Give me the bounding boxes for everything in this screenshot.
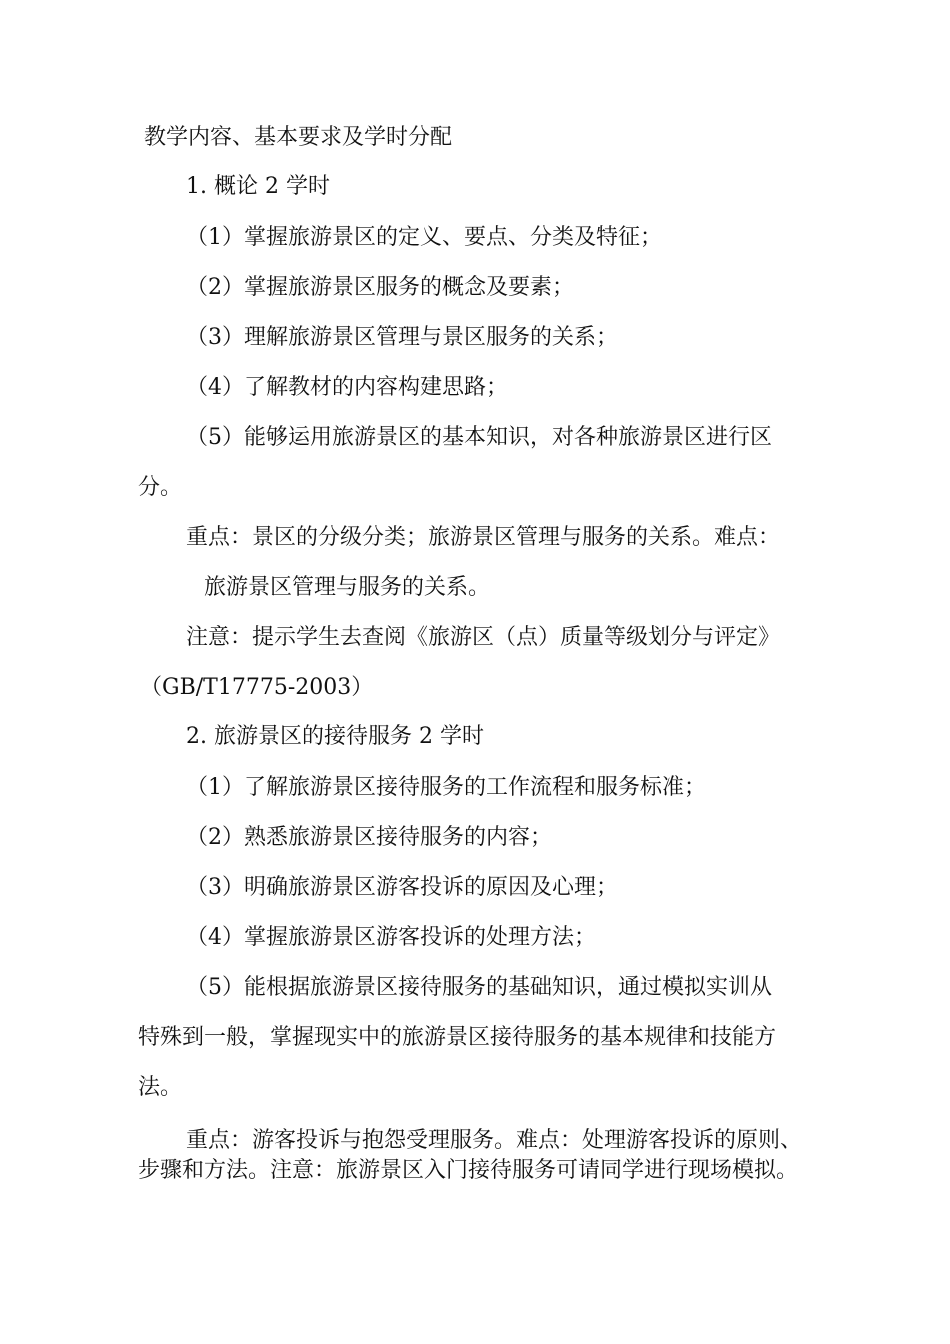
section-2-item-1: （1）了解旅游景区接待服务的工作流程和服务标准； [186,775,706,800]
section-2-item-3: （3）明确旅游景区游客投诉的原因及心理； [186,875,618,900]
section-1-note-standard: （GB/T17775-2003） [140,675,374,700]
section-2-note: 步骤和方法。注意：旅游景区入门接待服务可请同学进行现场模拟。 [138,1158,799,1183]
section-2-item-2: （2）熟悉旅游景区接待服务的内容； [186,825,552,850]
section-1-item-4: （4）了解教材的内容构建思路； [186,375,508,400]
section-1-item-3: （3）理解旅游景区管理与景区服务的关系； [186,325,618,350]
section-1-note: 注意：提示学生去查阅《旅游区（点）质量等级划分与评定》 [186,625,781,650]
section-2-heading: 2. 旅游景区的接待服务 2 学时 [186,724,484,749]
section-1-item-5-continuation: 分。 [138,475,183,500]
document-title: 教学内容、基本要求及学时分配 [144,125,453,150]
section-2-item-5: （5）能根据旅游景区接待服务的基础知识，通过模拟实训从 [186,975,772,1000]
section-1-difficulty: 旅游景区管理与服务的关系。 [204,575,491,600]
section-1-key-points: 重点：景区的分级分类；旅游景区管理与服务的关系。难点： [186,525,781,550]
section-1-item-5: （5）能够运用旅游景区的基本知识，对各种旅游景区进行区 [186,425,772,450]
section-1-item-2: （2）掌握旅游景区服务的概念及要素； [186,275,574,300]
section-2-key-points: 重点：游客投诉与抱怨受理服务。难点：处理游客投诉的原则、 [186,1128,803,1153]
section-1-item-1: （1）掌握旅游景区的定义、要点、分类及特征； [186,225,662,250]
section-2-item-4: （4）掌握旅游景区游客投诉的处理方法； [186,925,596,950]
section-2-item-5-continuation: 特殊到一般，掌握现实中的旅游景区接待服务的基本规律和技能方 [138,1025,777,1050]
section-2-item-5-end: 法。 [138,1075,183,1100]
section-1-heading: 1. 概论 2 学时 [186,174,330,199]
